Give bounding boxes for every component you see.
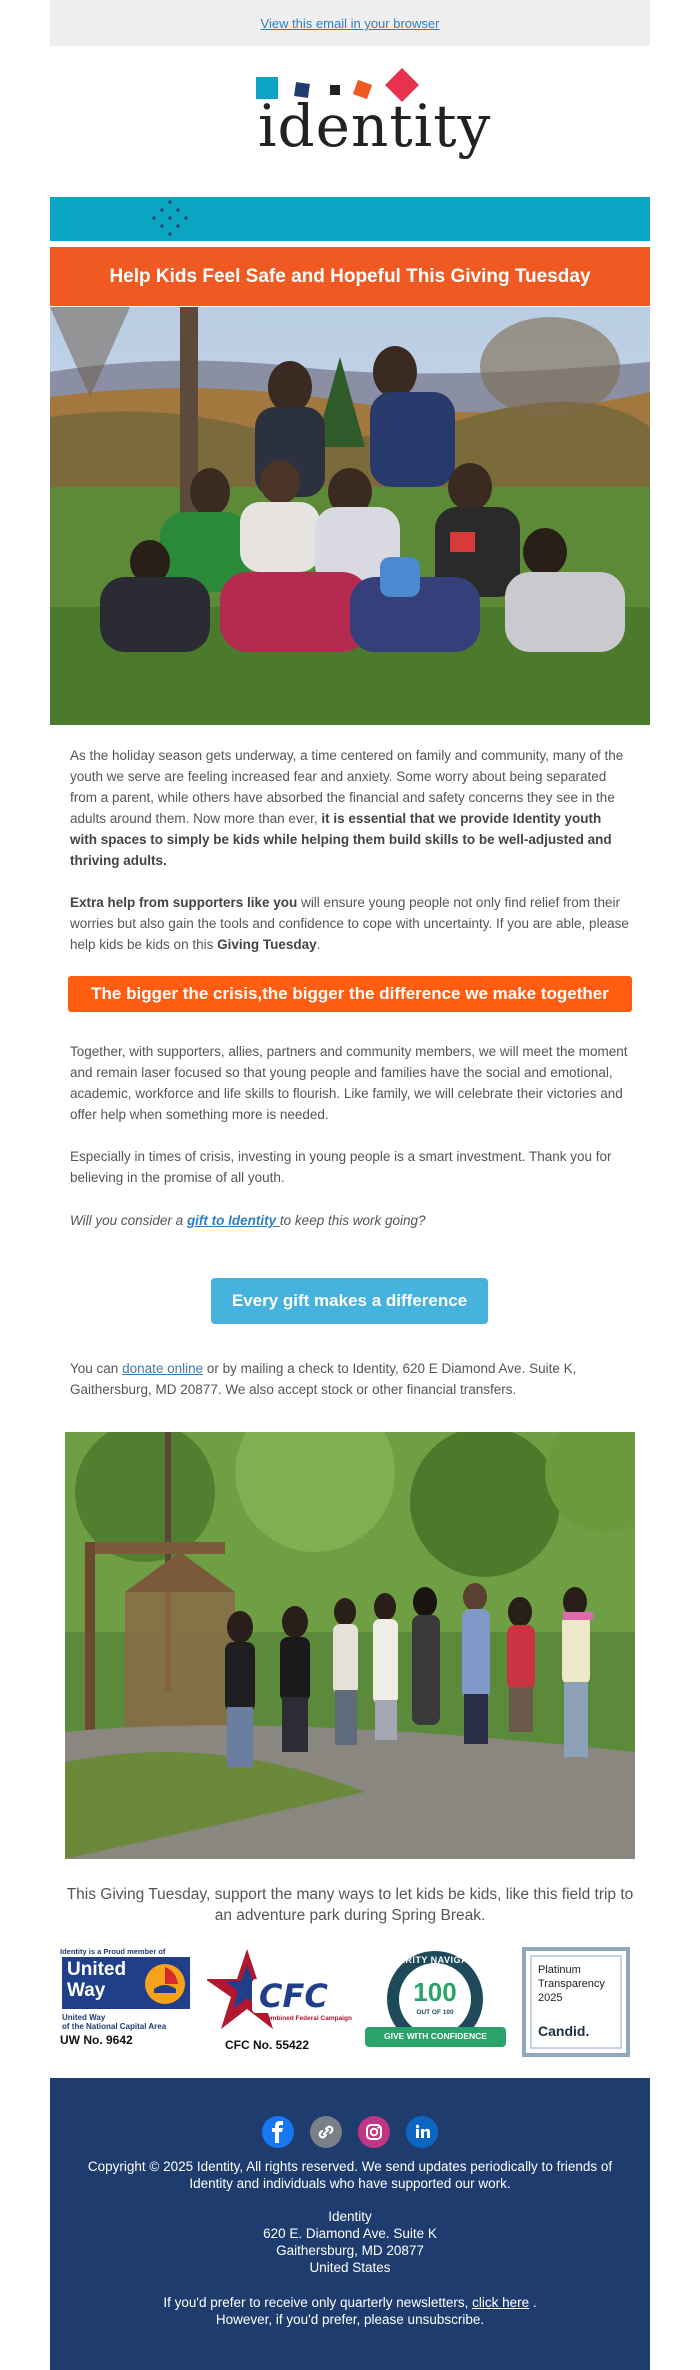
decorative-teal-band <box>50 197 650 241</box>
donate-text-start: You can <box>70 1361 123 1376</box>
united-way-hand-icon <box>144 1963 186 2005</box>
footer-preferences <box>50 2294 650 2311</box>
link-icon[interactable] <box>310 2116 342 2148</box>
cfc-wordmark: CFC <box>259 1977 328 2015</box>
youth-group-photo <box>50 307 650 725</box>
support-text: will ensure young people not only find relief from their worries but also gain the tools and confidence to cope with uncertainty. If you are able, please help kids be kids on this <box>70 895 629 952</box>
footer-pref-text: If you'd prefer to receive only quarterly newsletters, <box>163 2295 473 2310</box>
click-here-link[interactable]: click here <box>472 2295 530 2310</box>
uw-name-line2: Way <box>67 1980 106 2001</box>
affiliation-badges <box>60 1947 640 2062</box>
donate-paragraph <box>70 1358 630 1400</box>
gift-question-end: to keep this work going? <box>279 1213 426 1228</box>
gift-question <box>70 1210 630 1231</box>
adventure-park-photo <box>65 1432 635 1859</box>
charity-navigator-badge <box>363 1947 508 2059</box>
uw-number: UW No. 9642 <box>60 2033 133 2047</box>
intro-text: As the holiday season gets underway, a time centered on family and community, many of the youth we serve are feeling increased fear and anxiety. Some worry about being separated from a parent, while others have absorbed the financial and safety concerns they see in the adults around them. Now more than ever, <box>70 748 624 826</box>
uw-top-text: Identity is a Proud member of <box>60 1947 166 1956</box>
cn-out-of: OUT OF 100 <box>416 2009 454 2016</box>
cfc-subtitle: Combined Federal Campaign <box>262 2015 352 2022</box>
cfc-badge <box>207 1947 352 2057</box>
candid-line1: Platinum <box>538 1964 581 1976</box>
gift-to-identity-link[interactable]: gift to Identity <box>186 1213 280 1228</box>
gift-question-start: Will you consider a <box>70 1213 187 1228</box>
candid-line2: Transparency <box>538 1978 605 1990</box>
support-paragraph <box>70 892 630 955</box>
dots-pattern-icon <box>150 199 190 239</box>
support-emphasis: Extra help from supporters like you <box>70 895 298 910</box>
footer-org-name: Identity <box>328 2209 372 2224</box>
footer-unsubscribe[interactable]: However, if you'd prefer, please unsubscribe. <box>215 2312 485 2327</box>
social-links <box>50 2116 650 2148</box>
footer-country: United States <box>309 2260 391 2275</box>
giving-tuesday-emphasis: Giving Tuesday <box>217 937 317 952</box>
footer-address-line1: 620 E. Diamond Ave. Suite K <box>263 2226 437 2241</box>
candid-year: 2025 <box>538 1992 563 2004</box>
uw-logo-block <box>62 1957 190 2009</box>
intro-emphasis: it is essential that we provide Identity youth with spaces to simply be kids while helping them build skills to be well-adjusted and thriving adults. <box>70 811 612 868</box>
donate-text-end: or by mailing a check to Identity, 620 E Diamond Ave. Suite K, Gaithersburg, MD 20877. We also accept stock or other financial transfers. <box>70 1361 577 1397</box>
footer-copyright: Copyright © 2025 Identity, All rights reserved. We send updates periodically to friends of Identity and individuals who have supported our work. <box>87 2159 613 2191</box>
cfc-number: CFC No. 55422 <box>225 2038 310 2052</box>
photo-caption: This Giving Tuesday, support the many ways to let kids be kids, like this field trip to an adventure park during Spring Break. <box>66 1886 634 1924</box>
candid-badge <box>522 1947 630 2057</box>
donate-online-link[interactable]: donate online <box>122 1361 204 1376</box>
identity-logo[interactable] <box>250 70 492 180</box>
every-gift-button[interactable]: Every gift makes a difference <box>211 1278 488 1324</box>
crisis-banner: The bigger the crisis,the bigger the difference we make together <box>68 976 632 1012</box>
investment-paragraph: Especially in times of crisis, investing in young people is a smart investment. Thank you for believing in the promise of all youth. <box>70 1149 612 1185</box>
united-way-badge <box>60 1947 195 2057</box>
facebook-icon[interactable] <box>262 2116 294 2148</box>
cn-ribbon-text: GIVE WITH CONFIDENCE <box>384 2031 487 2041</box>
uw-sub-line2: of the National Capital Area <box>62 2022 167 2031</box>
headline-banner: Help Kids Feel Safe and Hopeful This Giving Tuesday <box>50 247 650 306</box>
cn-score: 100 <box>413 1977 457 2007</box>
cn-ring-text: CHARITY NAVIGATOR <box>384 1955 488 1965</box>
footer-pref-end: . <box>529 2295 537 2310</box>
email-footer <box>50 2078 650 2370</box>
support-end: . <box>316 937 321 952</box>
footer-address-line2: Gaithersburg, MD 20877 <box>276 2243 424 2258</box>
instagram-icon[interactable] <box>358 2116 390 2148</box>
uw-name-line1: United <box>67 1959 127 1980</box>
uw-sub-line1: United Way <box>62 2013 106 2022</box>
together-paragraph: Together, with supporters, allies, partners and community members, we will meet the moment and remain laser focused so that young people and families have the social and emotional, academic, workforce and life skills to flourish. Like family, we will celebrate their victories and offer help when something more is needed. <box>70 1044 628 1122</box>
intro-paragraph <box>70 745 630 871</box>
view-in-browser-link[interactable]: View this email in your browser <box>260 16 440 31</box>
logo-wordmark: identity <box>258 92 492 160</box>
candid-name: Candid. <box>538 2023 590 2039</box>
linkedin-icon[interactable] <box>406 2116 438 2148</box>
preheader-bar <box>50 0 650 46</box>
